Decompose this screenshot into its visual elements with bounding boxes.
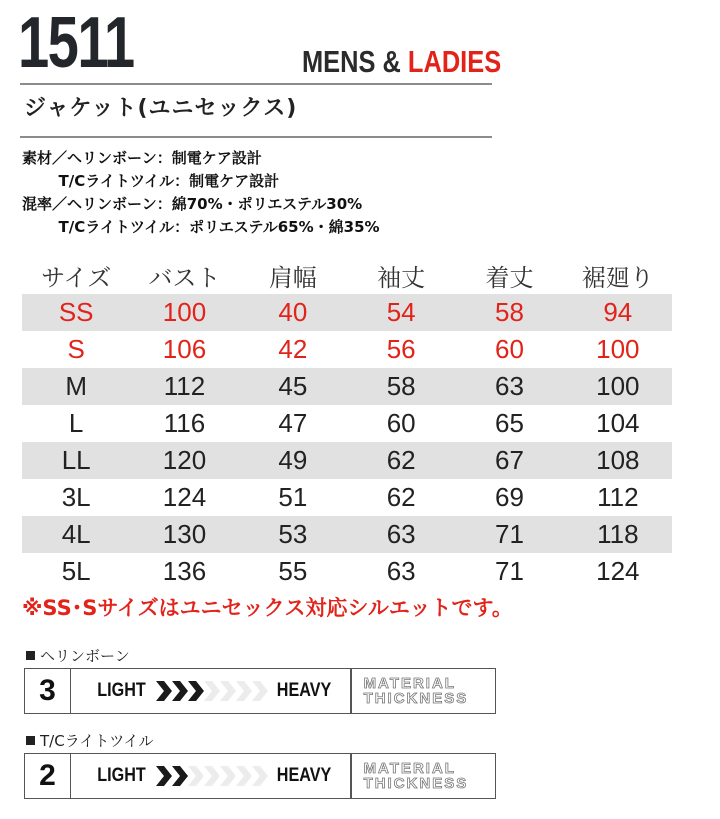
cell-size: L: [68, 408, 84, 438]
cell-length: 67: [495, 445, 524, 475]
header-hem: 裾廻り: [581, 264, 654, 292]
mens-label: MENS &: [302, 44, 408, 79]
table-row: [22, 331, 672, 368]
table-row: [22, 405, 672, 442]
heavy-label: HEAVY: [276, 765, 332, 786]
material-line: T/Cライトツイル：制電ケア設計: [22, 172, 280, 190]
cell-length: 63: [495, 371, 524, 401]
size-table: [22, 257, 672, 590]
material-line: 混率／ヘリンボーン：綿70%・ポリエステル30%: [22, 195, 363, 213]
header-bust: バスト: [148, 264, 221, 292]
cell-bust: 106: [162, 334, 207, 364]
cell-shoulder: 49: [278, 445, 308, 475]
square-bullet-icon: [26, 651, 35, 660]
table-row: [22, 368, 672, 405]
thickness-chevrons: [154, 679, 266, 703]
fabric-label-twill: [26, 730, 154, 751]
cell-hem: 94: [603, 297, 633, 327]
cell-sleeve: 62: [386, 445, 416, 475]
cell-shoulder: 40: [278, 297, 308, 327]
chevron-empty-icon: [250, 764, 270, 788]
cell-size: LL: [61, 445, 91, 475]
cell-bust: 130: [162, 519, 207, 549]
heavy-label: HEAVY: [276, 680, 332, 701]
square-bullet-icon: [26, 736, 35, 745]
table-row: [22, 516, 672, 553]
cell-hem: 108: [596, 445, 640, 475]
material-word: MATERIAL: [363, 760, 456, 777]
chevron-empty-icon: [250, 679, 270, 703]
material-word: MATERIAL: [363, 675, 456, 692]
cell-length: 71: [495, 519, 524, 549]
cell-length: 58: [495, 297, 524, 327]
cell-shoulder: 55: [278, 556, 308, 586]
cell-size: 3L: [61, 482, 91, 512]
cell-shoulder: 53: [278, 519, 308, 549]
thickness-word: THICKNESS: [363, 775, 469, 792]
fabric-label-herringbone: [26, 645, 130, 666]
header-sleeve: 袖丈: [377, 264, 426, 292]
material-line: 素材／ヘリンボーン：制電ケア設計: [22, 149, 262, 167]
cell-length: 60: [495, 334, 524, 364]
title-divider-bottom: [20, 136, 492, 138]
cell-shoulder: 47: [278, 408, 308, 438]
fabric-name: ヘリンボーン: [40, 647, 130, 665]
cell-length: 65: [495, 408, 524, 438]
materials-block: [22, 147, 380, 239]
cell-hem: 100: [596, 334, 640, 364]
thickness-meter: [24, 753, 496, 799]
gender-label: [302, 44, 501, 80]
cell-size: 5L: [61, 556, 91, 586]
cell-size: 4L: [61, 519, 91, 549]
cell-hem: 118: [597, 519, 639, 549]
thickness-level: 3: [25, 669, 71, 713]
cell-sleeve: 54: [386, 297, 416, 327]
cell-sleeve: 58: [386, 371, 416, 401]
header-length: 着丈: [485, 264, 534, 292]
table-row: [22, 479, 672, 516]
table-row: [22, 294, 672, 331]
ladies-label: LADIES: [407, 44, 502, 79]
cell-bust: 100: [162, 297, 207, 327]
title-divider-top: [20, 83, 492, 85]
light-label: LIGHT: [97, 680, 146, 701]
light-label: LIGHT: [97, 765, 146, 786]
thickness-chevrons: [154, 764, 266, 788]
cell-size: SS: [58, 297, 94, 327]
cell-shoulder: 42: [278, 334, 308, 364]
cell-shoulder: 45: [278, 371, 308, 401]
fabric-name: T/Cライトツイル: [40, 732, 154, 750]
cell-bust: 136: [162, 556, 207, 586]
cell-hem: 112: [597, 482, 639, 512]
material-thickness-label: [364, 761, 469, 791]
meter-divider: [350, 754, 352, 798]
meter-divider: [350, 669, 352, 713]
product-name: ジャケット(ユニセックス): [24, 96, 298, 121]
thickness-meter: [24, 668, 496, 714]
cell-size: S: [67, 334, 85, 364]
cell-sleeve: 56: [386, 334, 416, 364]
cell-sleeve: 62: [386, 482, 416, 512]
product-code: 1511: [18, 3, 134, 83]
table-row: [22, 442, 672, 479]
unisex-note: ※SS･Sサイズはユニセックス対応シルエットです。: [22, 596, 513, 620]
cell-size: M: [65, 371, 87, 401]
cell-hem: 100: [596, 371, 640, 401]
size-table-header: [22, 257, 672, 294]
thickness-level: 2: [25, 754, 71, 798]
header-size: サイズ: [41, 264, 112, 292]
header-shoulder: 肩幅: [268, 264, 317, 292]
material-line: T/Cライトツイル：ポリエステル65%・綿35%: [22, 218, 380, 236]
cell-sleeve: 63: [386, 519, 416, 549]
cell-length: 71: [495, 556, 524, 586]
cell-length: 69: [495, 482, 524, 512]
cell-bust: 124: [162, 482, 207, 512]
cell-sleeve: 60: [386, 408, 416, 438]
cell-hem: 104: [596, 408, 640, 438]
cell-bust: 116: [163, 408, 206, 438]
table-row: [22, 553, 672, 590]
cell-hem: 124: [596, 556, 640, 586]
material-thickness-label: [364, 676, 469, 706]
cell-bust: 120: [162, 445, 207, 475]
cell-shoulder: 51: [278, 482, 308, 512]
cell-bust: 112: [163, 371, 206, 401]
thickness-word: THICKNESS: [363, 690, 469, 707]
cell-sleeve: 63: [386, 556, 416, 586]
